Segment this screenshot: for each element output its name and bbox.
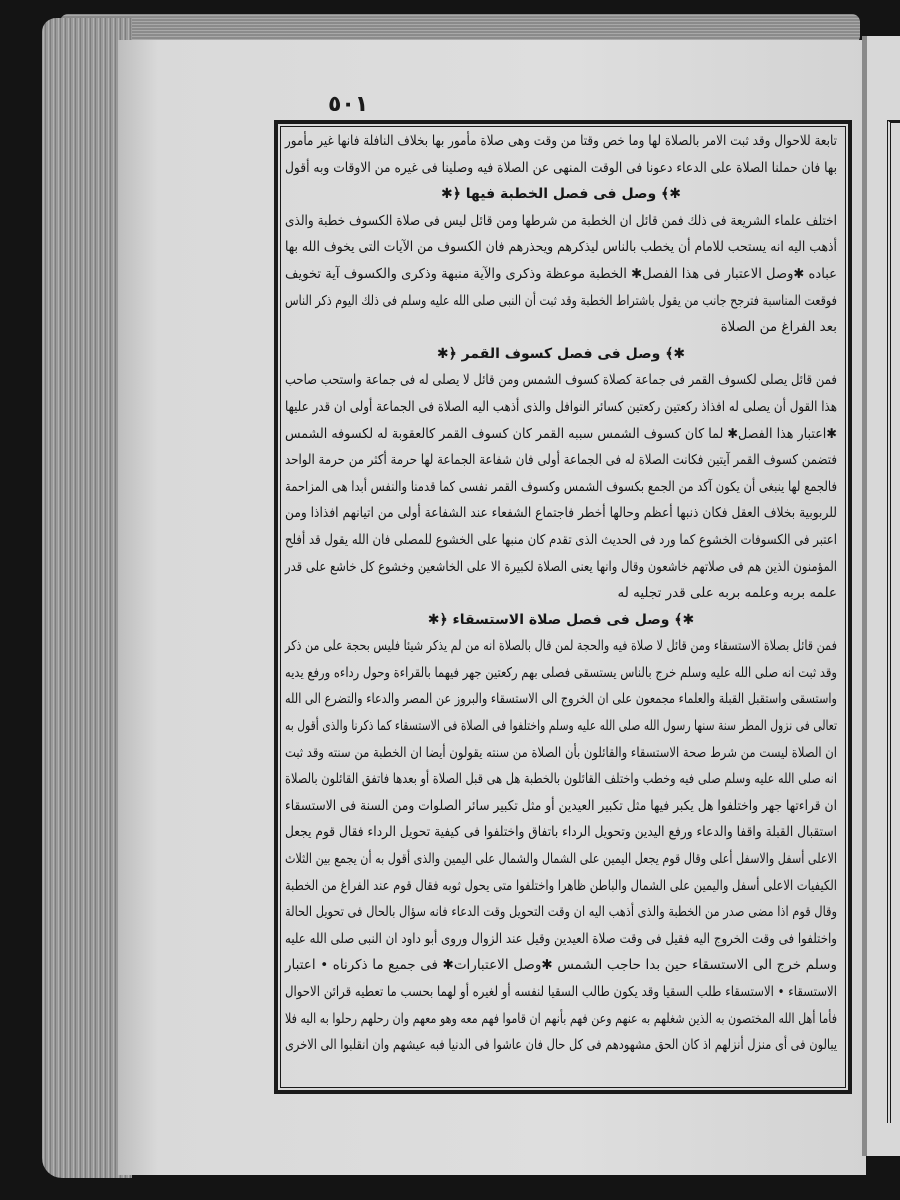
- text-line: [285, 554, 837, 581]
- line-text: واختلفوا فى وقت الخروج اليه فقيل فى وقت صلاة العيدين وقيل عند الزوال وروى أبو داود ان النبى صلى الله عليه: [285, 930, 837, 947]
- text-line: [285, 873, 837, 900]
- text-line: [284, 421, 837, 448]
- text-line: [285, 500, 837, 527]
- line-text: بها فان حملنا الصلاة على الدعاء دعونا فى الوقت المنهى عن الصلاة فيه وصلينا فى غيره من الاوقات وبه أقول: [285, 159, 837, 176]
- text-line: [284, 846, 837, 873]
- line-text: وقال قوم اذا مضى صدر من الخطبة والذى أذهب اليه ان وقت التحويل وقت الدعاء فانه سؤال بالحال فى تحويل الحالة: [285, 904, 838, 921]
- text-line: [285, 819, 837, 846]
- text-line: [285, 394, 837, 421]
- text-line: [285, 899, 838, 926]
- text-line: [284, 633, 837, 660]
- line-text: بعد الفراغ من الصلاة: [720, 319, 837, 336]
- line-text: الاعلى أسفل والاسفل أعلى وقال قوم يجعل اليمين على الشمال والشمال على اليمين والذى أقول به أن يجمع بين الثلاث: [284, 851, 837, 868]
- line-text: الاستسقاء • الاستسقاء طلب السقيا وقد يكون طالب السقيا لنفسه أو لغيره أو لهما بحسب ما تعطيه قرائن الاحوال: [285, 984, 837, 1000]
- text-line: [285, 314, 837, 341]
- line-text: هذا القول أن يصلى له افذاذ ركعتين ركعتين كسائر النوافل والذى أذهب اليه الصلاة فى الجماعة أولى ان قدر عليها: [285, 398, 837, 415]
- line-text: اختلف علماء الشريعة فى ذلك فمن قائل ان الخطبة من شرطها ومن قائل ليس فى صلاة الكسوف خطبة والذى: [285, 212, 838, 229]
- text-line: [285, 288, 837, 315]
- text-line: [285, 128, 838, 155]
- section-heading: [285, 607, 837, 634]
- text-line: [285, 1006, 837, 1033]
- line-text: فالجمع لها ينبغى أن يكون آكد من الجمع بكسوف الشمس وكسوف القمر نفسى كما قدمنا والنفس أبدا هى المزاحمة: [285, 478, 837, 495]
- line-text: الكيفيات الاعلى أسفل واليمين على الشمال والباطن ظاهرا واختلفوا متى يحول ثوبه فقال قوم عند الفراغ من الخطبة: [285, 877, 837, 894]
- line-text: علمه بربه وعلمه بربه على قدر تجليه له: [617, 585, 837, 602]
- section-heading: [285, 181, 837, 208]
- text-line: [285, 660, 837, 687]
- line-text: ✱اعتبار هذا الفصل✱ لما كان كسوف الشمس سببه القمر كان كسوف القمر كالعقوبة له لكسوفه الشمس: [284, 425, 837, 442]
- line-text: فمن قائل بصلاة الاستسقاء ومن قائل لا صلاة فيه والحجة لمن قال بالصلاة انه من لم يذكر شيئا فليس بحجة على من ذكر: [284, 638, 837, 655]
- line-text: انه صلى الله عليه وسلم صلى فيه وخطب واختلف القائلون بالخطبة هل هى قبل الصلاة أو بعدها فاتفق القائلون بالصلاة: [285, 771, 837, 788]
- line-text: استقبال القبلة واقفا والدعاء ورفع اليدين وتحويل الرداء باتفاق واختلفوا فى كيفية تحويل الرداء فقال قوم يجعل: [285, 824, 837, 841]
- text-line: [285, 527, 837, 554]
- line-text: المؤمنون الذين هم فى صلاتهم خاشعون وقال وانها يعنى الصلاة لكبيرة الا على الخاشعين وخشوع كل خاشع على قدر: [285, 558, 837, 575]
- text-line: [285, 766, 837, 793]
- line-text: أذهب اليه انه يستحب للامام أن يخطب بالناس ليذكرهم ويحذرهم فان الكسوف من الآيات التى يخوف الله بها: [285, 239, 837, 256]
- line-text: فوقعت المناسبة فترجح جانب من يقول باشتراط الخطبة وقد ثبت أن النبى صلى الله عليه وسلم فى ذلك اليوم ذكر الناس: [285, 292, 837, 309]
- text-line: [285, 367, 838, 394]
- text-line: [285, 713, 837, 740]
- text-line: [285, 979, 837, 1006]
- line-text: فأما أهل الله المختصون به الذين شغلهم به عنهم وعن فهم بأنهم ان قاموا فهم معه وهو معهم وان رحلهم رحلوا به اليه فلا: [285, 1010, 837, 1027]
- page-number: ٥٠١: [328, 92, 369, 117]
- line-text: تابعة للاحوال وقد ثبت الامر بالصلاة لها وما خص وقتا من وقت وهى صلاة مأمور بها بخلاف النافلة فانها غير مأمور: [285, 133, 838, 149]
- text-line: [285, 474, 837, 501]
- text-line: [285, 580, 837, 607]
- line-text: عباده ✱وصل الاعتبار فى هذا الفصل✱ الخطبة موعظة وذكرى والآية منبهة وذكرى والكسوف آية تخويف: [284, 265, 837, 282]
- line-text: فتضمن كسوف القمر آيتين فكانت الصلاة له فى الجماعة أولى فان شفاعة الجماعة لها حرمة أكثر من حرمة الواحد: [285, 452, 837, 469]
- text-line: [285, 952, 837, 979]
- body-text: [285, 128, 837, 1059]
- text-line: [285, 686, 838, 713]
- line-text: ✱﴾ وصل فى فصل صلاة الاستسقاء ﴿✱: [428, 612, 695, 628]
- line-text: وقد ثبت انه صلى الله عليه وسلم خرج بالناس يستسقى فصلى بهم ركعتين جهر فيهما بالقراءة وحول رداءه ورفع يديه: [285, 664, 837, 681]
- line-text: وسلم خرج الى الاستسقاء حين بدا حاجب الشمس ✱وصل الاعتبارات✱ فى جميع ما ذكرناه • اعتبار: [285, 957, 837, 974]
- line-text: ✱﴾ وصل فى فصل كسوف القمر ﴿✱: [437, 346, 685, 362]
- line-text: ان قراءتها جهر واختلفوا هل يكبر فيها مثل تكبير العيدين أو مثل تكبير سائر الصلوات ومن السنة فى الاستسقاء: [285, 797, 837, 814]
- line-text: ان الصلاة ليست من شرط صحة الاستسقاء والقائلون بأن الصلاة من سنته يقولون أيضا ان الخطبة من سنته وقد ثبت: [284, 744, 837, 761]
- text-line: [284, 261, 837, 288]
- line-text: تعالى فى نزول المطر سنة سنها رسول الله صلى الله عليه وسلم واختلفوا فى الصلاة فى الاستسقاء كما ذكرنا والذى أقول به: [285, 718, 837, 735]
- text-line: [285, 1032, 837, 1059]
- line-text: اعتبر فى الكسوفات الخشوع كما ورد فى الحديث الذى تقدم كان منبها على الخشوع للمصلى فان الله يقول قد أفلح: [285, 531, 837, 548]
- facing-page-frame: [887, 120, 900, 1123]
- text-line: [285, 155, 837, 182]
- line-text: ✱﴾ وصل فى فصل الخطبة فيها ﴿✱: [441, 186, 681, 202]
- text-line: [284, 740, 837, 767]
- text-line: [285, 447, 837, 474]
- text-line: [285, 926, 837, 953]
- section-heading: [285, 341, 837, 368]
- text-line: [285, 208, 838, 235]
- text-line: [285, 793, 837, 820]
- line-text: فمن قائل يصلى لكسوف القمر فى جماعة كصلاة كسوف الشمس ومن قائل لا يصلى له فى جماعة واستحب صاحب: [285, 372, 838, 389]
- line-text: للربوبية بخلاف العقل فكان ذنبها أعظم وحالها أخطر فاجتماع الشفعاء عند الشفاعة أولى من اتيانهم افذاذا ومن: [285, 505, 837, 522]
- line-text: واستسقى واستقبل القبلة والعلماء مجمعون على ان الخروج الى الاستسقاء والبروز عن المصر والدعاء والتضرع الى الله: [285, 691, 838, 708]
- line-text: يبالون فى أى منزل أنزلهم اذ كان الحق مشهودهم فى كل حال فان عاشوا فى الدنيا فبه عيشهم وان انقلبوا الى الاخرى: [285, 1037, 837, 1054]
- text-line: [285, 234, 837, 261]
